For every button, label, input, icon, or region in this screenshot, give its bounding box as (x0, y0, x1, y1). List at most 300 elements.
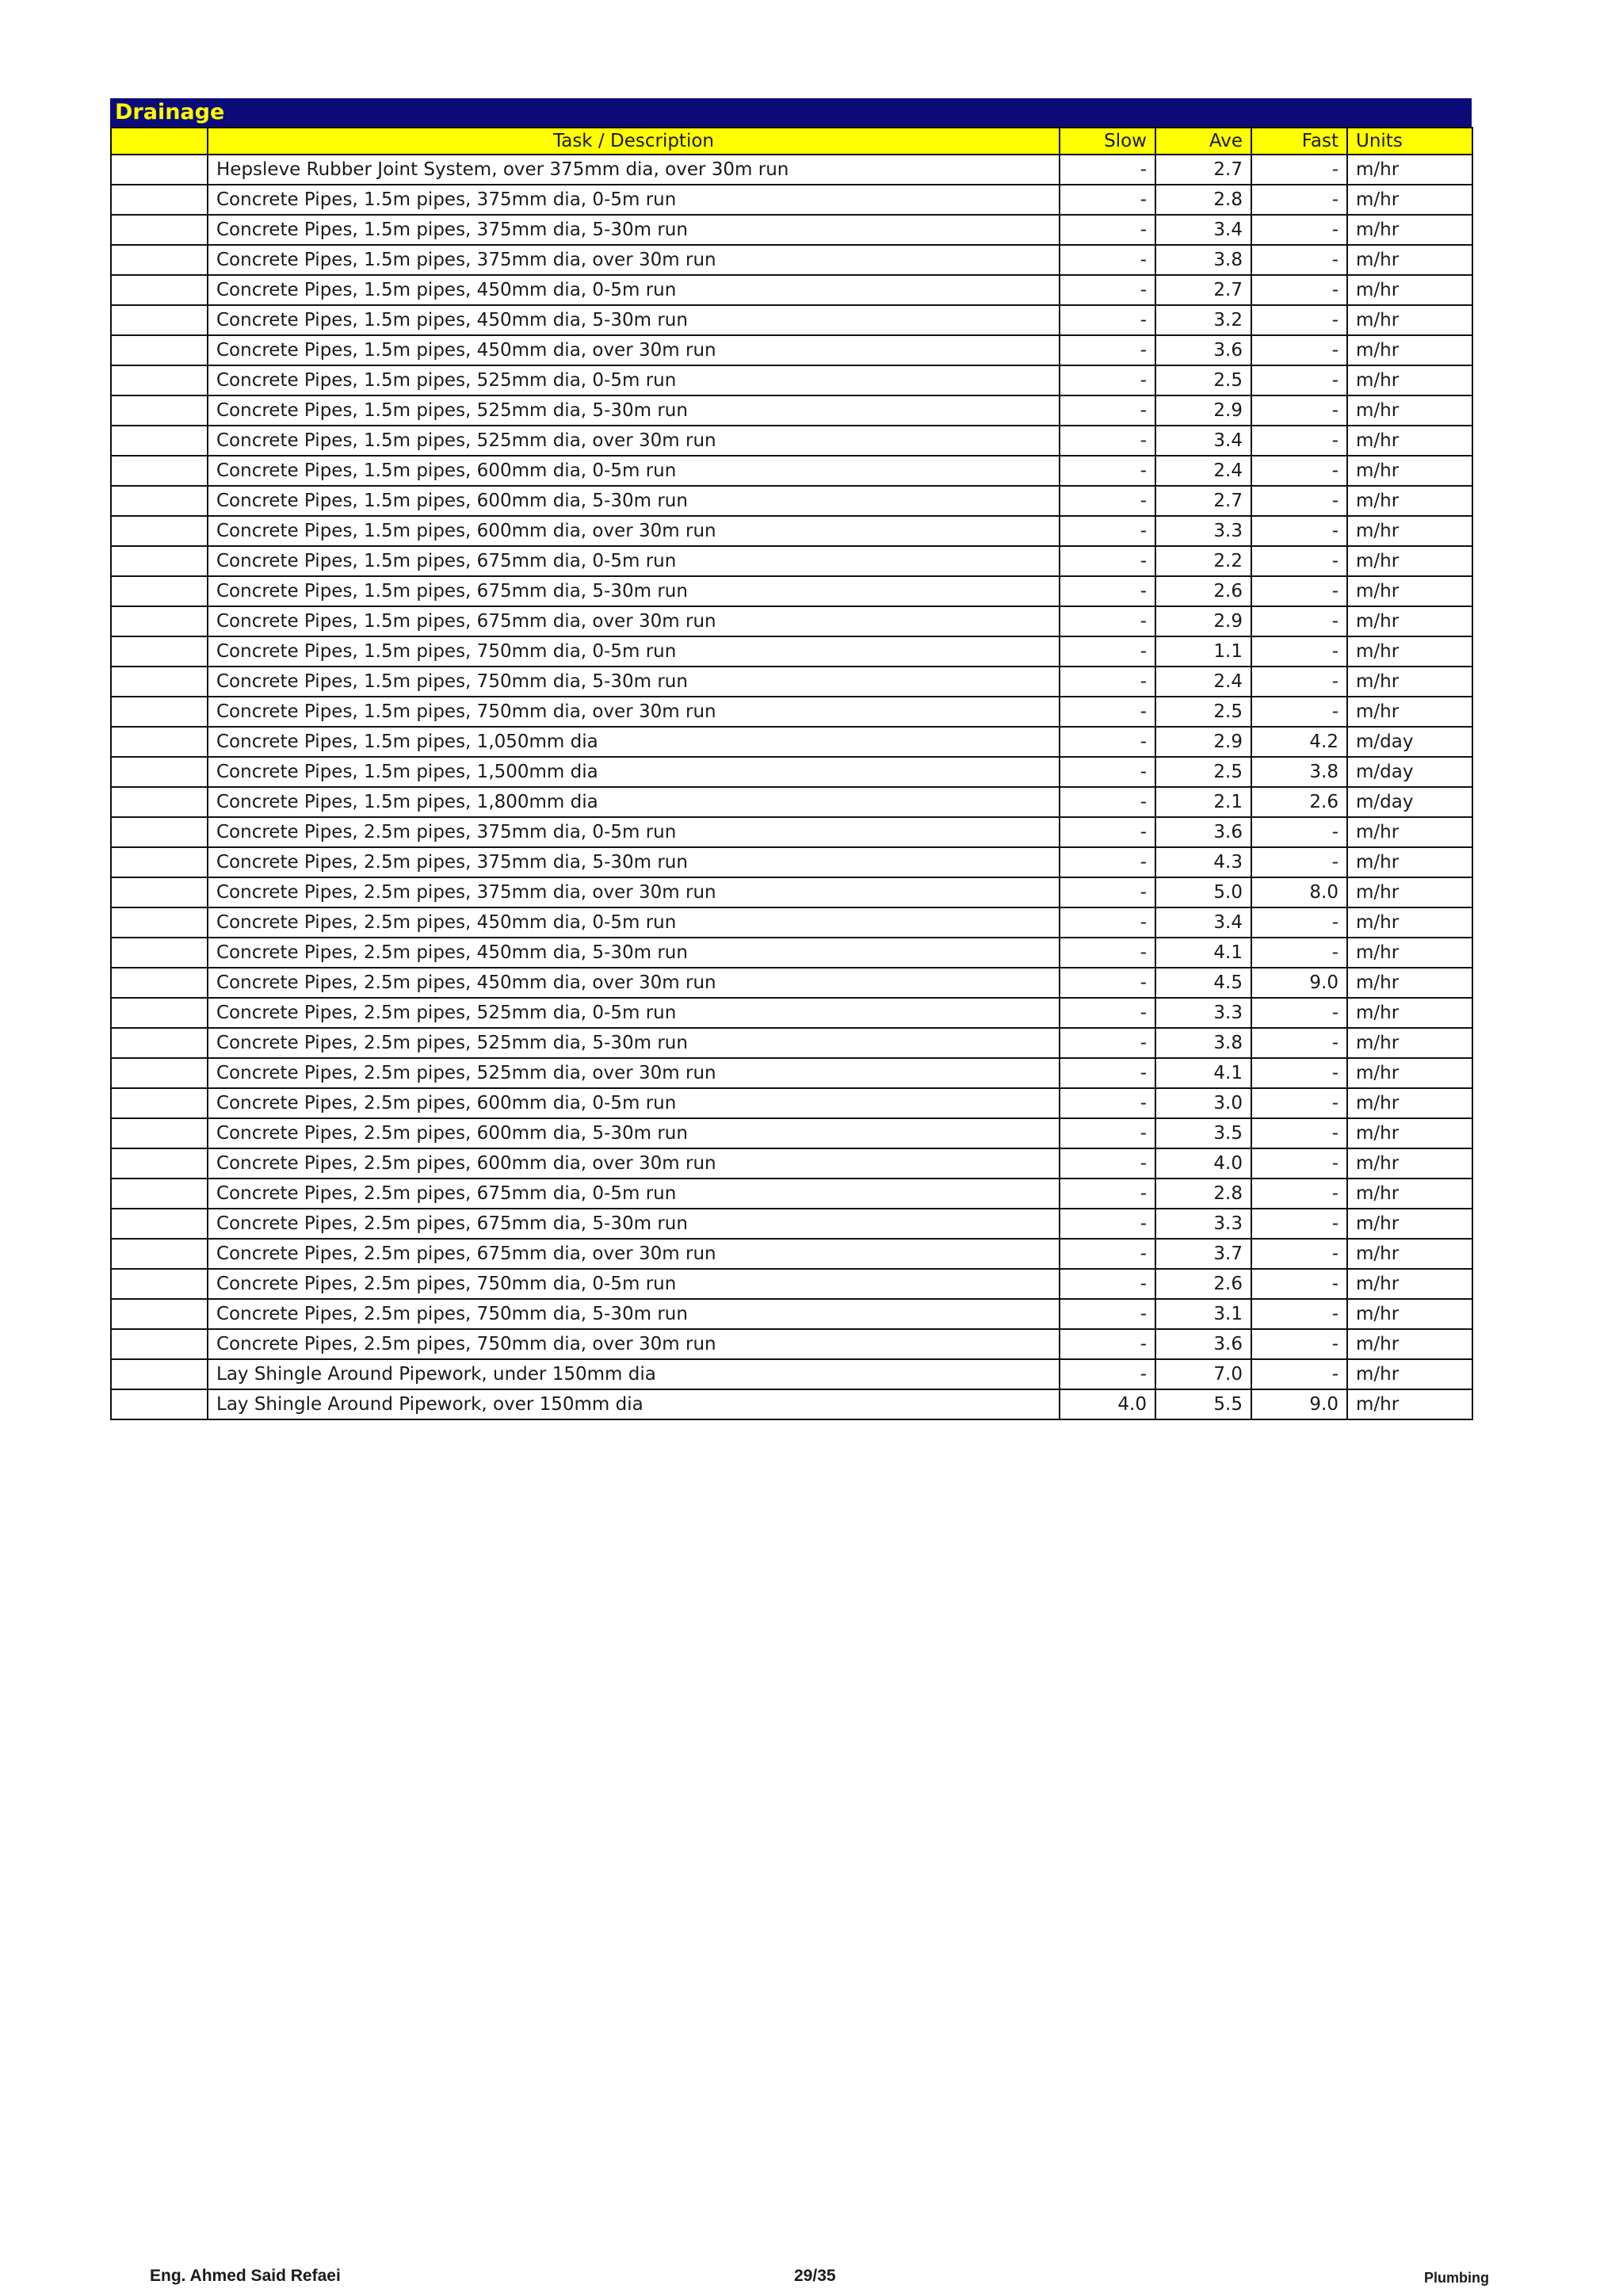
cell-code (111, 215, 208, 245)
cell-code (111, 938, 208, 968)
cell-ave: 3.7 (1155, 1239, 1251, 1269)
cell-code (111, 1209, 208, 1239)
cell-code (111, 155, 208, 185)
footer-page-number: 29/35 (794, 2267, 836, 2285)
cell-fast: - (1251, 576, 1347, 606)
cell-code (111, 245, 208, 275)
cell-units: m/hr (1347, 185, 1472, 215)
cell-slow: - (1060, 1329, 1155, 1359)
cell-description: Concrete Pipes, 1.5m pipes, 675mm dia, 0-5m run (208, 546, 1060, 576)
cell-fast: - (1251, 1299, 1347, 1329)
cell-description: Concrete Pipes, 2.5m pipes, 375mm dia, over 30m run (208, 877, 1060, 907)
cell-ave: 2.9 (1155, 395, 1251, 426)
cell-description: Concrete Pipes, 1.5m pipes, 525mm dia, 5-30m run (208, 395, 1060, 426)
cell-slow: - (1060, 155, 1155, 185)
cell-code (111, 697, 208, 727)
cell-fast: - (1251, 1148, 1347, 1179)
cell-description: Concrete Pipes, 1.5m pipes, 750mm dia, 5-30m run (208, 667, 1060, 697)
cell-description: Concrete Pipes, 1.5m pipes, 450mm dia, 5-30m run (208, 305, 1060, 335)
cell-slow: - (1060, 636, 1155, 667)
cell-units: m/hr (1347, 1088, 1472, 1118)
cell-code (111, 1118, 208, 1148)
cell-slow: - (1060, 606, 1155, 636)
cell-description: Concrete Pipes, 1.5m pipes, 750mm dia, 0-5m run (208, 636, 1060, 667)
section-header-bar (110, 98, 1472, 127)
cell-slow: - (1060, 667, 1155, 697)
cell-ave: 3.4 (1155, 907, 1251, 938)
cell-slow: - (1060, 727, 1155, 757)
cell-fast: - (1251, 1058, 1347, 1088)
cell-ave: 2.4 (1155, 667, 1251, 697)
cell-units: m/hr (1347, 1028, 1472, 1058)
table-row (111, 907, 1472, 938)
cell-units: m/hr (1347, 877, 1472, 907)
cell-fast: - (1251, 395, 1347, 426)
cell-slow: - (1060, 1209, 1155, 1239)
cell-ave: 1.1 (1155, 636, 1251, 667)
table-row (111, 968, 1472, 998)
cell-description: Concrete Pipes, 2.5m pipes, 600mm dia, 0-5m run (208, 1088, 1060, 1118)
cell-description: Concrete Pipes, 1.5m pipes, 525mm dia, 0-5m run (208, 365, 1060, 395)
cell-description: Concrete Pipes, 2.5m pipes, 750mm dia, 0-5m run (208, 1269, 1060, 1299)
cell-ave: 3.2 (1155, 305, 1251, 335)
table-row (111, 1269, 1472, 1299)
cell-code (111, 335, 208, 365)
cell-ave: 2.7 (1155, 486, 1251, 516)
table-row (111, 847, 1472, 877)
cell-slow: - (1060, 757, 1155, 787)
header-units: Units (1347, 128, 1472, 155)
cell-ave: 3.6 (1155, 335, 1251, 365)
cell-slow: - (1060, 456, 1155, 486)
cell-description: Concrete Pipes, 2.5m pipes, 525mm dia, over 30m run (208, 1058, 1060, 1088)
table-row (111, 215, 1472, 245)
cell-fast: - (1251, 606, 1347, 636)
cell-code (111, 606, 208, 636)
cell-code (111, 395, 208, 426)
cell-slow: - (1060, 1239, 1155, 1269)
cell-units: m/hr (1347, 636, 1472, 667)
cell-slow: - (1060, 486, 1155, 516)
cell-units: m/hr (1347, 516, 1472, 546)
cell-ave: 2.8 (1155, 1179, 1251, 1209)
cell-description: Concrete Pipes, 2.5m pipes, 600mm dia, over 30m run (208, 1148, 1060, 1179)
cell-description: Concrete Pipes, 1.5m pipes, 750mm dia, over 30m run (208, 697, 1060, 727)
cell-fast: - (1251, 1088, 1347, 1118)
cell-units: m/hr (1347, 1239, 1472, 1269)
cell-slow: - (1060, 365, 1155, 395)
cell-units: m/hr (1347, 817, 1472, 847)
cell-ave: 2.7 (1155, 155, 1251, 185)
cell-description: Concrete Pipes, 2.5m pipes, 750mm dia, over 30m run (208, 1329, 1060, 1359)
cell-code (111, 1148, 208, 1179)
cell-units: m/hr (1347, 305, 1472, 335)
cell-description: Hepsleve Rubber Joint System, over 375mm dia, over 30m run (208, 155, 1060, 185)
cell-units: m/hr (1347, 245, 1472, 275)
cell-fast: - (1251, 456, 1347, 486)
cell-description: Concrete Pipes, 1.5m pipes, 375mm dia, over 30m run (208, 245, 1060, 275)
cell-code (111, 1359, 208, 1389)
table-row (111, 1329, 1472, 1359)
table-row (111, 606, 1472, 636)
cell-description: Concrete Pipes, 2.5m pipes, 675mm dia, 5-30m run (208, 1209, 1060, 1239)
cell-fast: - (1251, 215, 1347, 245)
table-row (111, 1389, 1472, 1419)
cell-description: Concrete Pipes, 1.5m pipes, 675mm dia, 5-30m run (208, 576, 1060, 606)
table-row (111, 305, 1472, 335)
table-row (111, 1179, 1472, 1209)
table-row (111, 877, 1472, 907)
cell-units: m/hr (1347, 1209, 1472, 1239)
cell-description: Concrete Pipes, 1.5m pipes, 1,050mm dia (208, 727, 1060, 757)
cell-units: m/hr (1347, 456, 1472, 486)
footer-section: Plumbing (1424, 2270, 1489, 2286)
cell-ave: 3.0 (1155, 1088, 1251, 1118)
cell-ave: 2.8 (1155, 185, 1251, 215)
cell-units: m/hr (1347, 155, 1472, 185)
cell-units: m/hr (1347, 1058, 1472, 1088)
cell-fast: 4.2 (1251, 727, 1347, 757)
cell-units: m/hr (1347, 968, 1472, 998)
table-row (111, 516, 1472, 546)
cell-code (111, 1239, 208, 1269)
cell-code (111, 787, 208, 817)
cell-units: m/hr (1347, 697, 1472, 727)
table-row (111, 1148, 1472, 1179)
cell-slow: - (1060, 907, 1155, 938)
cell-slow: - (1060, 817, 1155, 847)
cell-slow: - (1060, 697, 1155, 727)
cell-units: m/hr (1347, 486, 1472, 516)
cell-code (111, 185, 208, 215)
cell-ave: 4.1 (1155, 1058, 1251, 1088)
rates-sheet (110, 98, 1472, 1420)
cell-ave: 3.4 (1155, 215, 1251, 245)
cell-description: Concrete Pipes, 1.5m pipes, 450mm dia, 0-5m run (208, 275, 1060, 305)
cell-slow: - (1060, 968, 1155, 998)
cell-fast: - (1251, 998, 1347, 1028)
cell-slow: - (1060, 938, 1155, 968)
cell-description: Lay Shingle Around Pipework, under 150mm dia (208, 1359, 1060, 1389)
table-row (111, 1299, 1472, 1329)
cell-slow: - (1060, 516, 1155, 546)
cell-fast: 2.6 (1251, 787, 1347, 817)
cell-units: m/hr (1347, 1329, 1472, 1359)
cell-fast: - (1251, 365, 1347, 395)
cell-code (111, 426, 208, 456)
header-description: Task / Description (208, 128, 1060, 155)
cell-code (111, 1269, 208, 1299)
cell-ave: 3.5 (1155, 1118, 1251, 1148)
cell-code (111, 516, 208, 546)
cell-slow: - (1060, 1118, 1155, 1148)
cell-code (111, 817, 208, 847)
cell-units: m/hr (1347, 847, 1472, 877)
cell-code (111, 877, 208, 907)
cell-ave: 3.3 (1155, 1209, 1251, 1239)
cell-description: Concrete Pipes, 2.5m pipes, 675mm dia, over 30m run (208, 1239, 1060, 1269)
cell-code (111, 486, 208, 516)
cell-slow: - (1060, 546, 1155, 576)
cell-slow: - (1060, 1058, 1155, 1088)
table-row (111, 1359, 1472, 1389)
header-slow: Slow (1060, 128, 1155, 155)
table-row (111, 1088, 1472, 1118)
cell-fast: - (1251, 245, 1347, 275)
cell-fast: 8.0 (1251, 877, 1347, 907)
table-row (111, 938, 1472, 968)
cell-units: m/hr (1347, 576, 1472, 606)
cell-code (111, 1028, 208, 1058)
cell-ave: 3.1 (1155, 1299, 1251, 1329)
cell-units: m/hr (1347, 907, 1472, 938)
cell-ave: 7.0 (1155, 1359, 1251, 1389)
cell-fast: 9.0 (1251, 1389, 1347, 1419)
cell-ave: 5.0 (1155, 877, 1251, 907)
cell-description: Concrete Pipes, 1.5m pipes, 1,800mm dia (208, 787, 1060, 817)
cell-description: Concrete Pipes, 2.5m pipes, 675mm dia, 0-5m run (208, 1179, 1060, 1209)
cell-description: Concrete Pipes, 2.5m pipes, 525mm dia, 0-5m run (208, 998, 1060, 1028)
cell-fast: - (1251, 636, 1347, 667)
cell-fast: - (1251, 426, 1347, 456)
table-row (111, 395, 1472, 426)
cell-description: Concrete Pipes, 2.5m pipes, 525mm dia, 5-30m run (208, 1028, 1060, 1058)
cell-description: Concrete Pipes, 1.5m pipes, 525mm dia, over 30m run (208, 426, 1060, 456)
cell-slow: - (1060, 1269, 1155, 1299)
cell-units: m/hr (1347, 1179, 1472, 1209)
cell-units: m/day (1347, 757, 1472, 787)
cell-units: m/hr (1347, 1148, 1472, 1179)
cell-slow: - (1060, 245, 1155, 275)
table-row (111, 1028, 1472, 1058)
cell-fast: - (1251, 275, 1347, 305)
cell-ave: 3.3 (1155, 516, 1251, 546)
cell-ave: 2.5 (1155, 757, 1251, 787)
cell-units: m/hr (1347, 998, 1472, 1028)
cell-description: Concrete Pipes, 1.5m pipes, 1,500mm dia (208, 757, 1060, 787)
cell-units: m/hr (1347, 426, 1472, 456)
cell-code (111, 1058, 208, 1088)
cell-fast: - (1251, 667, 1347, 697)
cell-description: Concrete Pipes, 1.5m pipes, 375mm dia, 0-5m run (208, 185, 1060, 215)
cell-slow: - (1060, 1179, 1155, 1209)
cell-slow: - (1060, 877, 1155, 907)
cell-description: Concrete Pipes, 2.5m pipes, 750mm dia, 5-30m run (208, 1299, 1060, 1329)
table-row (111, 155, 1472, 185)
cell-code (111, 1329, 208, 1359)
cell-code (111, 907, 208, 938)
cell-ave: 2.1 (1155, 787, 1251, 817)
cell-units: m/hr (1347, 606, 1472, 636)
cell-units: m/hr (1347, 395, 1472, 426)
cell-ave: 2.6 (1155, 1269, 1251, 1299)
table-row (111, 456, 1472, 486)
table-row (111, 365, 1472, 395)
cell-units: m/day (1347, 787, 1472, 817)
cell-description: Concrete Pipes, 2.5m pipes, 375mm dia, 0-5m run (208, 817, 1060, 847)
cell-code (111, 847, 208, 877)
header-ave: Ave (1155, 128, 1251, 155)
cell-ave: 3.4 (1155, 426, 1251, 456)
cell-description: Concrete Pipes, 1.5m pipes, 600mm dia, 5-30m run (208, 486, 1060, 516)
table-row (111, 636, 1472, 667)
cell-fast: - (1251, 1209, 1347, 1239)
cell-description: Concrete Pipes, 1.5m pipes, 600mm dia, 0-5m run (208, 456, 1060, 486)
cell-fast: - (1251, 938, 1347, 968)
cell-ave: 2.6 (1155, 576, 1251, 606)
cell-description: Concrete Pipes, 1.5m pipes, 675mm dia, over 30m run (208, 606, 1060, 636)
cell-units: m/day (1347, 727, 1472, 757)
cell-ave: 3.8 (1155, 245, 1251, 275)
cell-ave: 2.9 (1155, 606, 1251, 636)
cell-code (111, 305, 208, 335)
cell-ave: 2.7 (1155, 275, 1251, 305)
cell-fast: - (1251, 305, 1347, 335)
cell-fast: - (1251, 907, 1347, 938)
cell-code (111, 546, 208, 576)
cell-description: Concrete Pipes, 1.5m pipes, 450mm dia, over 30m run (208, 335, 1060, 365)
cell-code (111, 757, 208, 787)
cell-slow: - (1060, 1088, 1155, 1118)
cell-units: m/hr (1347, 938, 1472, 968)
cell-fast: - (1251, 516, 1347, 546)
table-row (111, 185, 1472, 215)
cell-code (111, 275, 208, 305)
cell-slow: - (1060, 185, 1155, 215)
cell-fast: - (1251, 185, 1347, 215)
section-title: Drainage (115, 100, 225, 124)
cell-fast: - (1251, 847, 1347, 877)
cell-ave: 4.3 (1155, 847, 1251, 877)
cell-slow: - (1060, 998, 1155, 1028)
cell-code (111, 727, 208, 757)
table-header-row (111, 128, 1472, 155)
cell-slow: - (1060, 1148, 1155, 1179)
cell-code (111, 456, 208, 486)
cell-fast: - (1251, 817, 1347, 847)
cell-code (111, 998, 208, 1028)
table-row (111, 1118, 1472, 1148)
cell-code (111, 636, 208, 667)
table-row (111, 697, 1472, 727)
cell-slow: - (1060, 395, 1155, 426)
cell-description: Concrete Pipes, 2.5m pipes, 375mm dia, 5-30m run (208, 847, 1060, 877)
cell-slow: - (1060, 335, 1155, 365)
cell-ave: 2.4 (1155, 456, 1251, 486)
rates-table (110, 127, 1473, 1420)
cell-units: m/hr (1347, 1299, 1472, 1329)
table-row (111, 998, 1472, 1028)
cell-slow: 4.0 (1060, 1389, 1155, 1419)
cell-ave: 3.8 (1155, 1028, 1251, 1058)
cell-code (111, 1179, 208, 1209)
cell-units: m/hr (1347, 546, 1472, 576)
cell-description: Concrete Pipes, 2.5m pipes, 450mm dia, over 30m run (208, 968, 1060, 998)
cell-fast: 3.8 (1251, 757, 1347, 787)
cell-code (111, 1299, 208, 1329)
cell-slow: - (1060, 305, 1155, 335)
table-row (111, 787, 1472, 817)
cell-fast: - (1251, 335, 1347, 365)
cell-slow: - (1060, 275, 1155, 305)
table-row (111, 667, 1472, 697)
cell-ave: 3.3 (1155, 998, 1251, 1028)
cell-fast: - (1251, 1269, 1347, 1299)
footer-author: Eng. Ahmed Said Refaei (150, 2267, 341, 2285)
cell-fast: 9.0 (1251, 968, 1347, 998)
table-row (111, 426, 1472, 456)
table-row (111, 757, 1472, 787)
cell-description: Concrete Pipes, 2.5m pipes, 450mm dia, 0-5m run (208, 907, 1060, 938)
header-fast: Fast (1251, 128, 1347, 155)
table-row (111, 1239, 1472, 1269)
cell-slow: - (1060, 576, 1155, 606)
cell-ave: 2.2 (1155, 546, 1251, 576)
cell-code (111, 365, 208, 395)
cell-units: m/hr (1347, 335, 1472, 365)
cell-slow: - (1060, 1028, 1155, 1058)
cell-units: m/hr (1347, 275, 1472, 305)
cell-units: m/hr (1347, 667, 1472, 697)
cell-code (111, 667, 208, 697)
cell-description: Lay Shingle Around Pipework, over 150mm dia (208, 1389, 1060, 1419)
cell-ave: 2.5 (1155, 365, 1251, 395)
table-row (111, 486, 1472, 516)
cell-ave: 4.1 (1155, 938, 1251, 968)
table-row (111, 275, 1472, 305)
cell-fast: - (1251, 1359, 1347, 1389)
cell-fast: - (1251, 155, 1347, 185)
cell-units: m/hr (1347, 215, 1472, 245)
table-row (111, 1058, 1472, 1088)
table-row (111, 1209, 1472, 1239)
cell-fast: - (1251, 1118, 1347, 1148)
cell-slow: - (1060, 1359, 1155, 1389)
table-row (111, 546, 1472, 576)
cell-slow: - (1060, 1299, 1155, 1329)
cell-code (111, 1389, 208, 1419)
cell-slow: - (1060, 215, 1155, 245)
cell-ave: 3.6 (1155, 1329, 1251, 1359)
table-row (111, 335, 1472, 365)
cell-code (111, 968, 208, 998)
cell-units: m/hr (1347, 1269, 1472, 1299)
cell-units: m/hr (1347, 1359, 1472, 1389)
cell-ave: 4.0 (1155, 1148, 1251, 1179)
table-row (111, 245, 1472, 275)
cell-units: m/hr (1347, 1118, 1472, 1148)
cell-ave: 5.5 (1155, 1389, 1251, 1419)
cell-code (111, 1088, 208, 1118)
cell-fast: - (1251, 486, 1347, 516)
cell-fast: - (1251, 1239, 1347, 1269)
cell-description: Concrete Pipes, 1.5m pipes, 375mm dia, 5-30m run (208, 215, 1060, 245)
cell-description: Concrete Pipes, 2.5m pipes, 450mm dia, 5-30m run (208, 938, 1060, 968)
cell-units: m/hr (1347, 365, 1472, 395)
cell-fast: - (1251, 546, 1347, 576)
cell-units: m/hr (1347, 1389, 1472, 1419)
cell-description: Concrete Pipes, 1.5m pipes, 600mm dia, over 30m run (208, 516, 1060, 546)
cell-slow: - (1060, 426, 1155, 456)
header-code (111, 128, 208, 155)
table-row (111, 817, 1472, 847)
cell-ave: 4.5 (1155, 968, 1251, 998)
cell-description: Concrete Pipes, 2.5m pipes, 600mm dia, 5-30m run (208, 1118, 1060, 1148)
cell-ave: 3.6 (1155, 817, 1251, 847)
cell-ave: 2.5 (1155, 697, 1251, 727)
cell-fast: - (1251, 1028, 1347, 1058)
cell-slow: - (1060, 787, 1155, 817)
